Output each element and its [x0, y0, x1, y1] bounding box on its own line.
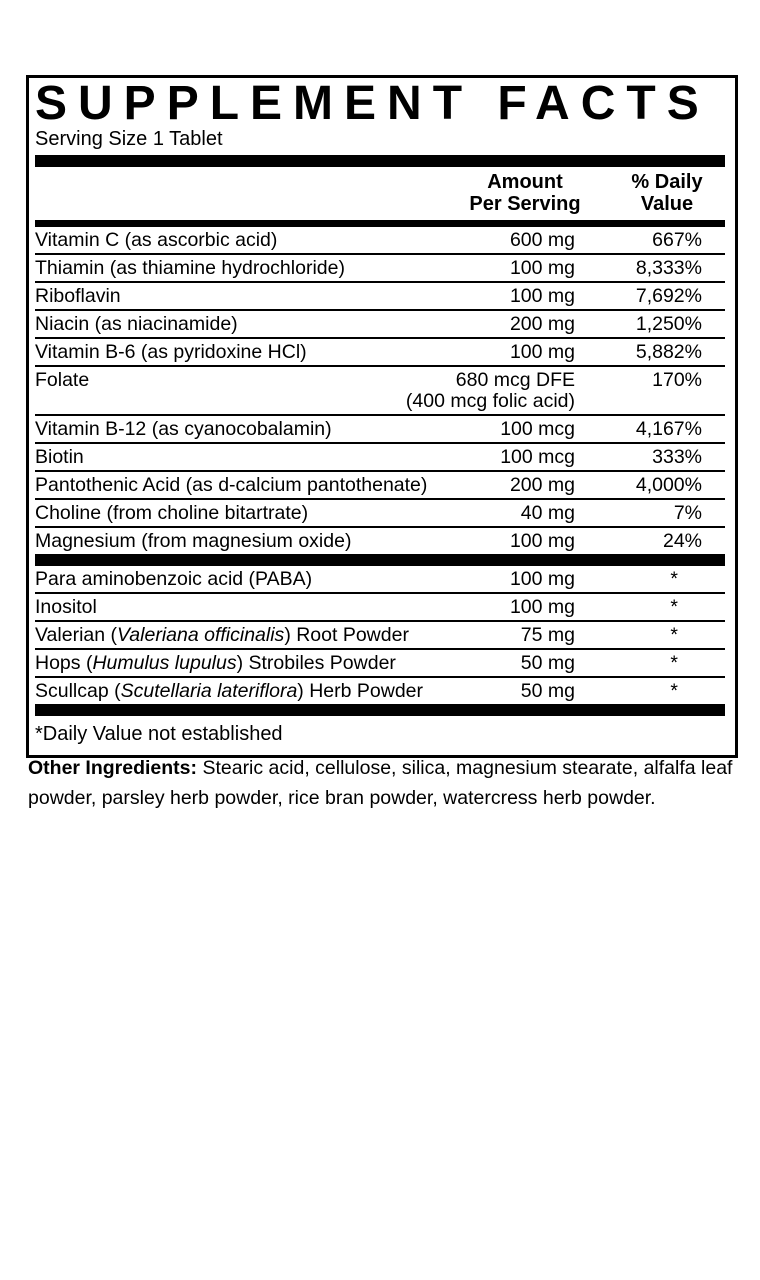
nutrient-daily-value: 7% [673, 502, 702, 524]
daily-value-footnote: *Daily Value not established [35, 723, 283, 745]
other-ingredients [28, 753, 740, 813]
nutrient-row [35, 566, 725, 594]
nutrient-name: Vitamin C (as ascorbic acid) [35, 229, 278, 251]
nutrient-name: Folate [35, 369, 90, 391]
nutrient-row [35, 678, 725, 704]
nutrient-daily-value: 24% [662, 530, 702, 552]
nutrient-name: Magnesium (from magnesium oxide) [35, 530, 352, 552]
nutrient-name: Scullcap (Scutellaria lateriflora) Herb Powder [35, 680, 424, 702]
nutrient-row [35, 650, 725, 678]
nutrient-amount: 100 mcg [500, 446, 575, 468]
nutrient-amount: 100 mg [509, 285, 575, 307]
nutrient-amount: 100 mg [509, 568, 575, 590]
nutrient-amount: 100 mcg [500, 418, 575, 440]
column-header-amount-line1: Amount [487, 171, 563, 193]
nutrient-daily-value: * [670, 624, 678, 646]
nutrient-amount: 600 mg [509, 229, 575, 251]
nutrient-row [35, 227, 725, 255]
nutrient-row [35, 283, 725, 311]
column-headers [35, 167, 725, 220]
nutrient-amount: 50 mg [520, 652, 575, 674]
nutrient-row [35, 444, 725, 472]
serving-size: Serving Size 1 Tablet [35, 128, 223, 150]
nutrient-name: Valerian (Valeriana officinalis) Root Powder [35, 624, 409, 646]
nutrient-daily-value: * [670, 568, 678, 590]
nutrient-daily-value: 667% [652, 229, 702, 251]
nutrient-amount: 200 mg [509, 313, 575, 335]
nutrient-row [35, 416, 725, 444]
nutrient-daily-value: 1,250% [635, 313, 702, 335]
nutrient-row [35, 528, 725, 554]
nutrient-daily-value: 4,167% [635, 418, 702, 440]
nutrient-name: Thiamin (as thiamine hydrochloride) [35, 257, 345, 279]
nutrient-name: Inositol [35, 596, 97, 618]
supplement-facts-panel [26, 75, 738, 758]
nutrient-row [35, 339, 725, 367]
nutrient-daily-value: 4,000% [635, 474, 702, 496]
nutrient-amount: 100 mg [509, 257, 575, 279]
nutrient-name: Pantothenic Acid (as d-calcium pantothenate) [35, 474, 428, 496]
section-divider-bar [35, 554, 725, 566]
nutrient-daily-value: 8,333% [635, 257, 702, 279]
column-header-underline-bar [35, 220, 725, 227]
nutrient-row [35, 500, 725, 528]
nutrient-name: Niacin (as niacinamide) [35, 313, 238, 335]
nutrient-amount: 100 mg [509, 530, 575, 552]
nutrient-daily-value: * [670, 596, 678, 618]
nutrient-row [35, 311, 725, 339]
column-header-amount-line2: Per Serving [469, 193, 581, 215]
nutrient-daily-value: * [670, 652, 678, 674]
nutrient-row [35, 255, 725, 283]
nutrient-daily-value: 170% [652, 369, 702, 391]
panel-title: SUPPLEMENT FACTS [35, 77, 710, 130]
nutrient-row [35, 622, 725, 650]
nutrient-row [35, 367, 725, 416]
nutrient-amount: 100 mg [509, 596, 575, 618]
column-header-daily-line2: Value [640, 193, 694, 215]
nutrient-daily-value: 333% [652, 446, 702, 468]
nutrient-amount: 200 mg [509, 474, 575, 496]
nutrient-amount: 50 mg [520, 680, 575, 702]
nutrient-name: Choline (from choline bitartrate) [35, 502, 309, 524]
nutrient-amount: 100 mg [509, 341, 575, 363]
nutrient-name: Hops (Humulus lupulus) Strobiles Powder [35, 652, 396, 674]
nutrient-name: Vitamin B-6 (as pyridoxine HCl) [35, 341, 307, 363]
nutrient-name: Riboflavin [35, 285, 121, 307]
nutrient-amount: 680 mcg DFE (400 mcg folic acid) [405, 369, 575, 412]
column-header-amount [455, 171, 595, 215]
nutrient-name: Vitamin B-12 (as cyanocobalamin) [35, 418, 332, 440]
nutrient-row [35, 472, 725, 500]
column-header-daily-line1: % Daily [631, 171, 703, 193]
nutrient-name: Para aminobenzoic acid (PABA) [35, 568, 313, 590]
nutrient-rows-vitamins [35, 227, 725, 554]
header-divider-bar [35, 155, 725, 167]
footnote-divider-bar [35, 704, 725, 716]
column-header-daily-value [619, 171, 715, 215]
nutrient-amount: 75 mg [520, 624, 575, 646]
nutrient-rows-other-nutrients [35, 566, 725, 704]
nutrient-name: Biotin [35, 446, 84, 468]
nutrient-amount: 40 mg [520, 502, 575, 524]
nutrient-row [35, 594, 725, 622]
other-ingredients-label: Other Ingredients: [28, 757, 198, 779]
nutrient-daily-value: 5,882% [635, 341, 702, 363]
nutrient-daily-value: 7,692% [635, 285, 702, 307]
other-ingredients-text: Stearic acid, cellulose, silica, magnesium stearate, alfalfa leaf powder, parsley herb powder, rice bran powder, watercress herb powder. [28, 757, 733, 809]
nutrient-daily-value: * [670, 680, 678, 702]
